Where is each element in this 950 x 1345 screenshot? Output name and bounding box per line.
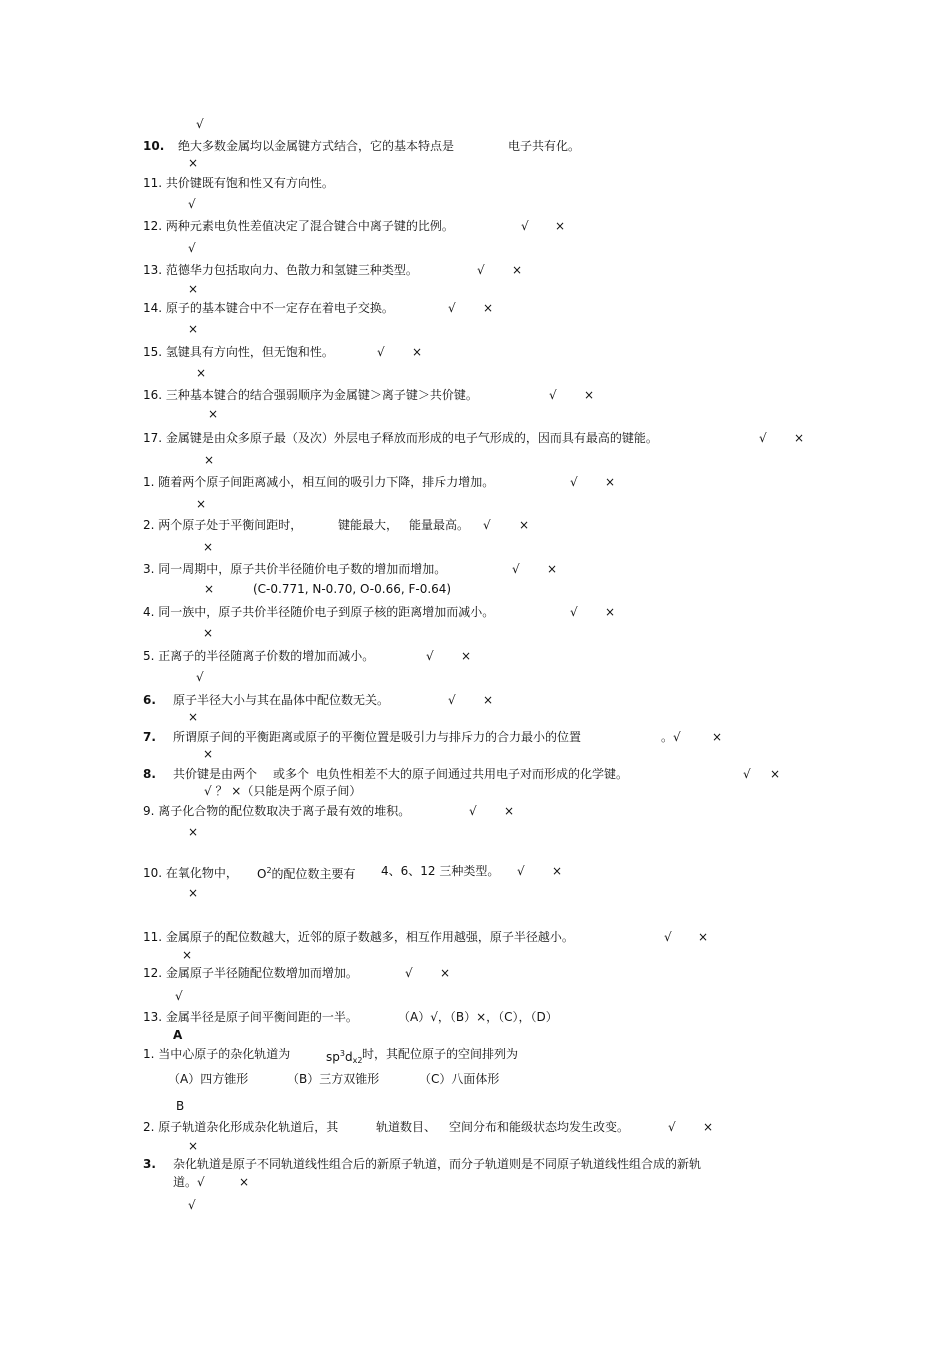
oxide-tail: 的配位数主要有	[271, 867, 356, 881]
text-line: ×	[188, 1139, 199, 1153]
text-line: √	[570, 605, 578, 619]
text-line: √	[521, 219, 529, 233]
text-line: ×	[188, 322, 199, 336]
text-line: ×	[188, 156, 199, 170]
oxide-formula	[257, 864, 356, 881]
text-line: A	[173, 1028, 183, 1042]
text-line: 3. 同一周期中，原子共价半径随价电子数的增加而增加。	[143, 562, 447, 576]
text-line: √	[570, 475, 578, 489]
text-line: 绝大多数金属均以金属键方式结合，它的基本特点是	[178, 139, 455, 153]
text-line: （A）√，（B）×，（C），（D）	[398, 1010, 558, 1024]
text-line: √	[483, 518, 491, 532]
text-line: √	[426, 649, 434, 663]
text-line: 4. 同一族中，原子共价半径随价电子到原子核的距离增加而减小。	[143, 605, 495, 619]
text-line: 10. 在氧化物中，	[143, 866, 238, 880]
text-line: √	[448, 693, 456, 707]
text-line: ×	[584, 388, 595, 402]
text-line: 10.	[143, 139, 165, 153]
text-line: √	[188, 1198, 196, 1212]
text-line: 15. 氢键具有方向性，但无饱和性。	[143, 345, 334, 359]
text-line: √ ？ ×（只能是两个原子间）	[204, 784, 362, 798]
text-line: ×	[203, 747, 214, 761]
text-line: √	[743, 767, 751, 781]
text-line: （C）八面体形	[419, 1072, 500, 1086]
text-line: 9. 离子化合物的配位数取决于离子最有效的堆积。	[143, 804, 411, 818]
text-line: ×	[196, 497, 207, 511]
text-line: 17. 金属键是由众多原子最（及次）外层电子释放而形成的电子气形成的，因而具有最高的键能。	[143, 431, 658, 445]
text-line: ×	[208, 407, 219, 421]
text-line: 4、6、12 三种类型。	[381, 864, 500, 878]
hybrid-sup: 3	[339, 1049, 345, 1058]
text-line: ×	[182, 948, 193, 962]
text-line: 8.	[143, 767, 156, 781]
text-line: ×	[239, 1175, 250, 1189]
text-line: 2. 原子轨道杂化形成杂化轨道后，其	[143, 1120, 339, 1134]
text-line: ×	[712, 730, 723, 744]
text-line: √	[405, 966, 413, 980]
text-line: 原子半径大小与其在晶体中配位数无关。	[173, 693, 390, 707]
text-line: ×	[770, 767, 781, 781]
text-line: ×	[196, 366, 207, 380]
text-line: 16. 三种基本键合的结合强弱顺序为金属键＞离子键＞共价键。	[143, 388, 478, 402]
text-line: ×	[794, 431, 805, 445]
text-line: ×	[698, 930, 709, 944]
text-line: √	[196, 117, 204, 131]
text-line: ×	[412, 345, 423, 359]
text-line: ×	[512, 263, 523, 277]
text-line: 电负性相差不大的原子间通过共用电子对而形成的化学键。	[316, 767, 629, 781]
text-line: 所谓原子间的平衡距离或原子的平衡位置是吸引力与排斥力的合力最小的位置	[173, 730, 582, 744]
text-line: 12. 金属原子半径随配位数增加而增加。	[143, 966, 358, 980]
text-line: ×	[483, 301, 494, 315]
text-line: 道。√	[173, 1175, 205, 1189]
text-line: ×	[519, 518, 530, 532]
text-line: ×	[188, 282, 199, 296]
text-line: ×	[483, 693, 494, 707]
text-line: (C-0.771, N-0.70, O-0.66, F-0.64)	[253, 582, 452, 596]
text-line: √	[664, 930, 672, 944]
text-line: 6.	[143, 693, 156, 707]
text-line: √	[517, 864, 525, 878]
text-line: √	[549, 388, 557, 402]
text-line: √	[469, 804, 477, 818]
text-line: 2. 两个原子处于平衡间距时，	[143, 518, 303, 532]
text-line: ×	[504, 804, 515, 818]
text-line: ×	[204, 582, 215, 596]
text-line: 时，其配位原子的空间排列为	[362, 1047, 519, 1061]
text-line: 。√	[661, 730, 681, 744]
text-line: 11. 共价键既有饱和性又有方向性。	[143, 176, 334, 190]
text-line: ×	[204, 453, 215, 467]
text-line: 11. 金属原子的配位数越大，近邻的原子数越多，相互作用越强，原子半径越小。	[143, 930, 574, 944]
text-line: ×	[703, 1120, 714, 1134]
text-line: 能量最高。	[409, 518, 470, 532]
text-line: ×	[461, 649, 472, 663]
text-line: 共价键是由两个	[173, 767, 258, 781]
text-line: √	[196, 670, 204, 684]
hybrid-orbital-formula	[326, 1047, 362, 1068]
text-line: B	[176, 1099, 185, 1113]
text-line: √	[668, 1120, 676, 1134]
text-line: 5. 正离子的半径随离子价数的增加而减小。	[143, 649, 375, 663]
text-line: ×	[188, 710, 199, 724]
text-line: 电子共有化。	[508, 139, 581, 153]
text-line: √	[512, 562, 520, 576]
text-line: √	[175, 989, 183, 1003]
text-line: ×	[203, 626, 214, 640]
text-line: 3.	[143, 1157, 156, 1171]
text-line: ×	[605, 475, 616, 489]
text-line: （B）三方双锥形	[287, 1072, 380, 1086]
text-line: √	[188, 197, 196, 211]
text-line: √	[188, 241, 196, 255]
text-line: 7.	[143, 730, 156, 744]
text-line: 杂化轨道是原子不同轨道线性组合后的新原子轨道，而分子轨道则是不同原子轨道线性组合成的新轨	[173, 1157, 702, 1171]
hybrid-d: d	[344, 1050, 353, 1064]
oxide-charge: 2	[266, 866, 272, 875]
text-line: 空间分布和能级状态均发生改变。	[449, 1120, 630, 1134]
hybrid-sub: x2	[352, 1056, 363, 1065]
text-line: √	[759, 431, 767, 445]
text-line: 轨道数目、	[376, 1120, 437, 1134]
text-line: ×	[552, 864, 563, 878]
text-line: ×	[188, 886, 199, 900]
text-line: 12. 两种元素电负性差值决定了混合键合中离子键的比例。	[143, 219, 454, 233]
hybrid-sp: sp	[326, 1050, 340, 1064]
text-line: ×	[555, 219, 566, 233]
text-line: 1. 当中心原子的杂化轨道为	[143, 1047, 291, 1061]
text-line: 13. 金属半径是原子间平衡间距的一半。	[143, 1010, 358, 1024]
text-line: ×	[440, 966, 451, 980]
text-line: （A）四方锥形	[168, 1072, 249, 1086]
text-line: √	[448, 301, 456, 315]
text-line: ×	[547, 562, 558, 576]
text-line: √	[377, 345, 385, 359]
text-line: ×	[203, 540, 214, 554]
text-line: 或多个	[273, 767, 310, 781]
text-line: 1. 随着两个原子间距离减小，相互间的吸引力下降，排斥力增加。	[143, 475, 495, 489]
oxide-symbol: O	[257, 867, 267, 881]
text-line: √	[477, 263, 485, 277]
text-line: 键能最大，	[338, 518, 399, 532]
text-line: ×	[605, 605, 616, 619]
text-line: 14. 原子的基本键合中不一定存在着电子交换。	[143, 301, 394, 315]
text-line: 13. 范德华力包括取向力、色散力和氢键三种类型。	[143, 263, 418, 277]
text-line: ×	[188, 825, 199, 839]
